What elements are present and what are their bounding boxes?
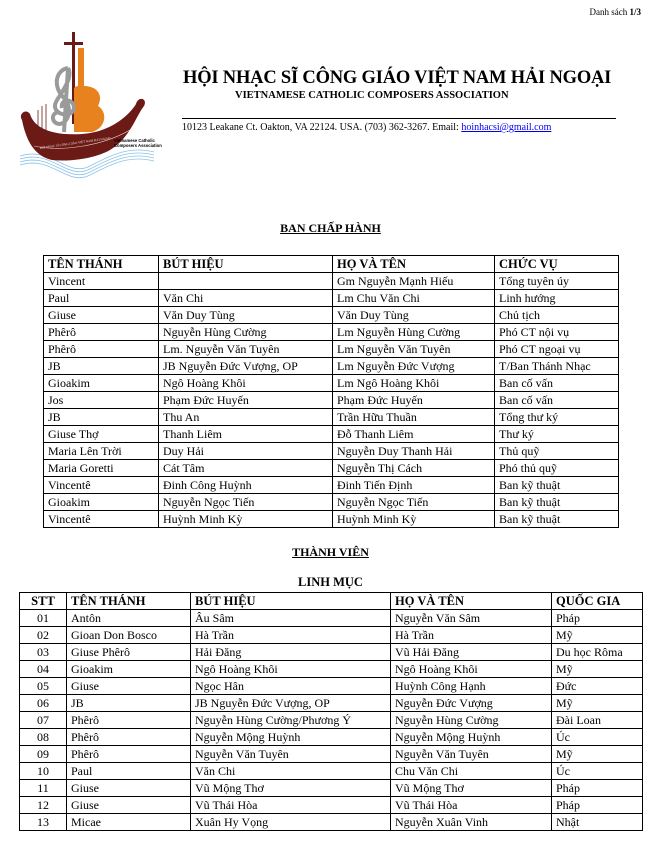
table-cell: 06 bbox=[20, 695, 67, 712]
table-cell: Giuse bbox=[67, 797, 191, 814]
table-cell: 08 bbox=[20, 729, 67, 746]
table-cell: 07 bbox=[20, 712, 67, 729]
table-cell: Đinh Tiến Định bbox=[333, 477, 495, 494]
table-cell: Ngô Hoàng Khôi bbox=[159, 375, 333, 392]
table-cell: Vincentê bbox=[44, 477, 159, 494]
table-cell: Úc bbox=[552, 729, 643, 746]
table-cell: Ban cố vấn bbox=[495, 392, 619, 409]
table-cell: Paul bbox=[67, 763, 191, 780]
table-cell: Ngọc Hân bbox=[191, 678, 391, 695]
table-cell: Thu An bbox=[159, 409, 333, 426]
table-row bbox=[20, 610, 643, 627]
table-cell: Nguyễn Văn Sâm bbox=[391, 610, 552, 627]
table-cell: Hà Trần bbox=[191, 627, 391, 644]
table-row bbox=[44, 443, 619, 460]
table-cell: Vincentê bbox=[44, 511, 159, 528]
table-row bbox=[20, 627, 643, 644]
address-text: 10123 Leakane Ct. Oakton, VA 22124. USA. (703) 362-3267. Email: bbox=[182, 122, 462, 133]
logo-caption-line2: Composers Association bbox=[114, 143, 162, 148]
table-cell: Nhật bbox=[552, 814, 643, 831]
table-cell: 03 bbox=[20, 644, 67, 661]
table-cell: Nguyễn Hùng Cường bbox=[159, 324, 333, 341]
table-row bbox=[44, 426, 619, 443]
table-cell: Huỳnh Công Hạnh bbox=[391, 678, 552, 695]
table-cell: Đinh Công Huỳnh bbox=[159, 477, 333, 494]
table-cell: Hà Trần bbox=[391, 627, 552, 644]
table-cell: Gioakim bbox=[44, 375, 159, 392]
table-cell: Phạm Đức Huyến bbox=[159, 392, 333, 409]
table-cell: Antôn bbox=[67, 610, 191, 627]
address-line bbox=[182, 122, 551, 133]
table-header-row bbox=[44, 256, 619, 273]
table-cell: Cát Tâm bbox=[159, 460, 333, 477]
table-row bbox=[44, 290, 619, 307]
table-row bbox=[20, 695, 643, 712]
treble-clef-icon bbox=[53, 68, 74, 132]
table-cell: Phêrô bbox=[67, 712, 191, 729]
table-cell: Ban kỹ thuật bbox=[495, 511, 619, 528]
table-cell: Nguyễn Ngọc Tiến bbox=[159, 494, 333, 511]
table-cell: Nguyễn Hùng Cường/Phương Ý bbox=[191, 712, 391, 729]
table-cell: Gioan Don Bosco bbox=[67, 627, 191, 644]
table-cell: Nguyễn Mộng Huỳnh bbox=[391, 729, 552, 746]
table-cell: Thanh Liêm bbox=[159, 426, 333, 443]
table-cell: Đài Loan bbox=[552, 712, 643, 729]
table-cell: Thủ quỹ bbox=[495, 443, 619, 460]
organization-name-en: VIETNAMESE CATHOLIC COMPOSERS ASSOCIATION bbox=[235, 90, 509, 101]
table-cell: Thư ký bbox=[495, 426, 619, 443]
table-cell: Phó thủ quỹ bbox=[495, 460, 619, 477]
table-cell: Phó CT ngoại vụ bbox=[495, 341, 619, 358]
table-header-row bbox=[20, 593, 643, 610]
table-cell: Lm Nguyễn Đức Vượng bbox=[333, 358, 495, 375]
table-row bbox=[20, 780, 643, 797]
table-cell: Linh hướng bbox=[495, 290, 619, 307]
table-cell: Đỗ Thanh Liêm bbox=[333, 426, 495, 443]
table-row bbox=[20, 678, 643, 695]
table-cell: Trần Hữu Thuần bbox=[333, 409, 495, 426]
table-cell: JB Nguyễn Đức Vượng, OP bbox=[159, 358, 333, 375]
table-cell: Huỳnh Minh Kỳ bbox=[159, 511, 333, 528]
table-row bbox=[44, 273, 619, 290]
table-cell: Ban kỹ thuật bbox=[495, 477, 619, 494]
table-cell: Pháp bbox=[552, 610, 643, 627]
table-cell: JB Nguyễn Đức Vượng, OP bbox=[191, 695, 391, 712]
organization-name-vi: HỘI NHẠC SĨ CÔNG GIÁO VIỆT NAM HẢI NGOẠI bbox=[183, 68, 612, 88]
table-row bbox=[20, 644, 643, 661]
table-row bbox=[44, 375, 619, 392]
table-cell: Huỳnh Minh Kỳ bbox=[333, 511, 495, 528]
table-cell: Chủ tịch bbox=[495, 307, 619, 324]
table-cell: Ngô Hoàng Khôi bbox=[391, 661, 552, 678]
table-row bbox=[44, 511, 619, 528]
table-row bbox=[44, 341, 619, 358]
table-cell: Giuse bbox=[44, 307, 159, 324]
table-cell: Tổng thư ký bbox=[495, 409, 619, 426]
table-cell: JB bbox=[44, 358, 159, 375]
table-row bbox=[44, 494, 619, 511]
table-cell: Nguyễn Duy Thanh Hải bbox=[333, 443, 495, 460]
table-row bbox=[20, 661, 643, 678]
table-cell: Lm Nguyễn Văn Tuyên bbox=[333, 341, 495, 358]
table-row bbox=[44, 477, 619, 494]
table-cell: Pháp bbox=[552, 797, 643, 814]
table-cell: Vũ Mộng Thơ bbox=[391, 780, 552, 797]
table-cell: Lm Nguyễn Hùng Cường bbox=[333, 324, 495, 341]
table-cell: 13 bbox=[20, 814, 67, 831]
table-cell: Chu Văn Chi bbox=[391, 763, 552, 780]
table-cell: Gioakim bbox=[67, 661, 191, 678]
table-cell: Giuse bbox=[67, 780, 191, 797]
table-cell: Phêrô bbox=[67, 746, 191, 763]
table-cell: Nguyễn Văn Tuyên bbox=[191, 746, 391, 763]
table-cell: Hải Đăng bbox=[191, 644, 391, 661]
table-cell: Phêrô bbox=[44, 324, 159, 341]
table-cell: Phó CT nội vụ bbox=[495, 324, 619, 341]
table-cell: JB bbox=[44, 409, 159, 426]
priests-subtitle: LINH MỤC bbox=[298, 575, 363, 589]
table-cell: Vũ Hải Đăng bbox=[391, 644, 552, 661]
table-cell: Phêrô bbox=[44, 341, 159, 358]
column-header: STT bbox=[20, 593, 67, 610]
table-cell: Gioakim bbox=[44, 494, 159, 511]
table-cell: Đức bbox=[552, 678, 643, 695]
table-row bbox=[20, 729, 643, 746]
table-cell: 05 bbox=[20, 678, 67, 695]
table-row bbox=[44, 324, 619, 341]
logo-caption-line1: Vietnamese Catholic bbox=[114, 138, 155, 143]
table-cell: 12 bbox=[20, 797, 67, 814]
table-cell: Mỹ bbox=[552, 695, 643, 712]
table-cell: Giuse bbox=[67, 678, 191, 695]
table-cell: Maria Lên Trời bbox=[44, 443, 159, 460]
column-header: TÊN THÁNH bbox=[44, 256, 159, 273]
table-row bbox=[44, 409, 619, 426]
email-link[interactable]: hoinhacsi@gmail.com bbox=[461, 122, 552, 133]
table-cell: Vincent bbox=[44, 273, 159, 290]
table-row bbox=[20, 797, 643, 814]
table-row bbox=[44, 358, 619, 375]
table-cell: Du học Rôma bbox=[552, 644, 643, 661]
table-cell: Âu Sâm bbox=[191, 610, 391, 627]
table-row bbox=[44, 460, 619, 477]
priests-table bbox=[19, 592, 643, 831]
table-cell: Mỹ bbox=[552, 661, 643, 678]
table-cell: Nguyễn Đức Vượng bbox=[391, 695, 552, 712]
executive-table bbox=[43, 255, 619, 528]
table-row bbox=[44, 392, 619, 409]
table-cell: Duy Hải bbox=[159, 443, 333, 460]
table-cell: 11 bbox=[20, 780, 67, 797]
table-cell: Văn Chi bbox=[191, 763, 391, 780]
column-header: BÚT HIỆU bbox=[191, 593, 391, 610]
table-cell: 10 bbox=[20, 763, 67, 780]
table-row bbox=[20, 746, 643, 763]
table-cell: Nguyễn Thị Cách bbox=[333, 460, 495, 477]
association-logo bbox=[12, 28, 162, 184]
table-cell: Nguyễn Hùng Cường bbox=[391, 712, 552, 729]
table-cell: Giuse Thợ bbox=[44, 426, 159, 443]
column-header: HỌ VÀ TÊN bbox=[333, 256, 495, 273]
table-cell: Ban cố vấn bbox=[495, 375, 619, 392]
table-cell: Lm Chu Văn Chi bbox=[333, 290, 495, 307]
table-row bbox=[44, 307, 619, 324]
table-cell: Mỹ bbox=[552, 746, 643, 763]
table-cell: Gm Nguyễn Mạnh Hiếu bbox=[333, 273, 495, 290]
table-cell: Vũ Thái Hòa bbox=[391, 797, 552, 814]
table-cell: Giuse Phêrô bbox=[67, 644, 191, 661]
table-cell: Mỹ bbox=[552, 627, 643, 644]
table-cell: Maria Goretti bbox=[44, 460, 159, 477]
table-cell: Ban kỹ thuật bbox=[495, 494, 619, 511]
table-cell: Nguyễn Mộng Huỳnh bbox=[191, 729, 391, 746]
table-cell: T/Ban Thánh Nhạc bbox=[495, 358, 619, 375]
table-cell: 09 bbox=[20, 746, 67, 763]
table-cell: JB bbox=[67, 695, 191, 712]
table-cell: Vũ Mộng Thơ bbox=[191, 780, 391, 797]
executive-section-title: BAN CHẤP HÀNH bbox=[280, 221, 381, 235]
table-cell: Tổng tuyên úy bbox=[495, 273, 619, 290]
table-row bbox=[20, 712, 643, 729]
header-divider bbox=[182, 118, 616, 119]
table-cell bbox=[159, 273, 333, 290]
table-cell: 01 bbox=[20, 610, 67, 627]
members-section-title: THÀNH VIÊN bbox=[292, 545, 369, 559]
column-header: TÊN THÁNH bbox=[67, 593, 191, 610]
table-cell: Văn Duy Tùng bbox=[333, 307, 495, 324]
table-cell: Lm. Nguyễn Văn Tuyên bbox=[159, 341, 333, 358]
page-indicator-prefix: Danh sách bbox=[589, 7, 628, 17]
page-indicator-value: 1/3 bbox=[629, 7, 641, 17]
table-cell: Vũ Thái Hòa bbox=[191, 797, 391, 814]
table-cell: Lm Ngô Hoàng Khôi bbox=[333, 375, 495, 392]
table-cell: Úc bbox=[552, 763, 643, 780]
table-cell: Pháp bbox=[552, 780, 643, 797]
table-cell: Micae bbox=[67, 814, 191, 831]
table-cell: 02 bbox=[20, 627, 67, 644]
table-cell: Văn Duy Tùng bbox=[159, 307, 333, 324]
table-row bbox=[20, 814, 643, 831]
logo-boat-text: HỘI NHẠC SĨ CÔNG GIÁO VIỆT NAM HẢI NGOẠI bbox=[39, 136, 111, 150]
column-header: BÚT HIỆU bbox=[159, 256, 333, 273]
column-header: CHỨC VỤ bbox=[495, 256, 619, 273]
table-cell: Nguyễn Văn Tuyên bbox=[391, 746, 552, 763]
column-header: QUỐC GIA bbox=[552, 593, 643, 610]
page-indicator bbox=[589, 7, 641, 17]
table-cell: Jos bbox=[44, 392, 159, 409]
table-cell: Văn Chi bbox=[159, 290, 333, 307]
table-cell: Xuân Hy Vọng bbox=[191, 814, 391, 831]
table-cell: 04 bbox=[20, 661, 67, 678]
table-cell: Ngô Hoàng Khôi bbox=[191, 661, 391, 678]
table-cell: Phạm Đức Huyến bbox=[333, 392, 495, 409]
table-cell: Nguyễn Xuân Vinh bbox=[391, 814, 552, 831]
table-cell: Nguyễn Ngọc Tiến bbox=[333, 494, 495, 511]
column-header: HỌ VÀ TÊN bbox=[391, 593, 552, 610]
table-row bbox=[20, 763, 643, 780]
table-cell: Paul bbox=[44, 290, 159, 307]
table-cell: Phêrô bbox=[67, 729, 191, 746]
